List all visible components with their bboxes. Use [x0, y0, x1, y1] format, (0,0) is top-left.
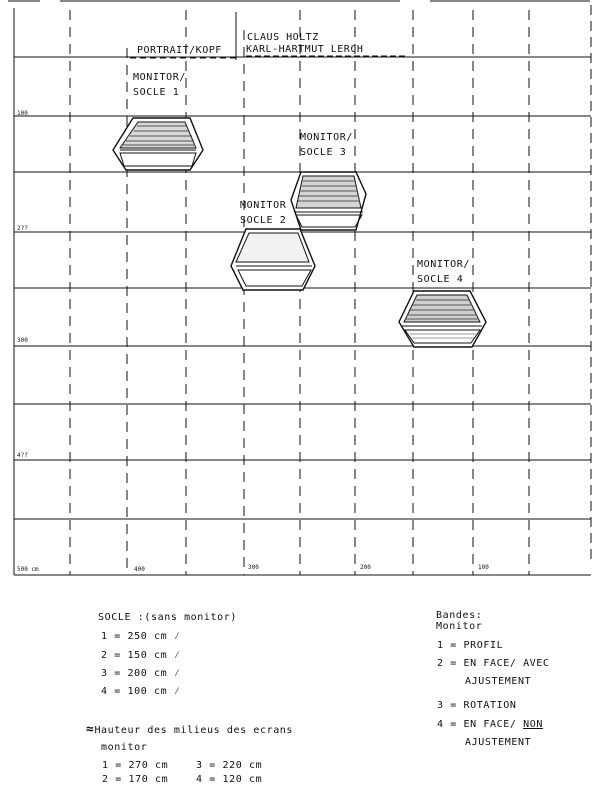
monitor-4-drawing	[399, 291, 486, 347]
bandes-legend-item: 3 = ROTATION	[437, 700, 517, 711]
monitor-3-label: MONITOR/ SOCLE 3	[300, 132, 353, 158]
bottom-tick: 200	[360, 564, 371, 571]
socle-legend-title: SOCLE :(sans monitor)	[98, 612, 238, 623]
sheet-title: PORTRAIT/KOPF	[137, 45, 222, 56]
hauteur-row-right: 3 = 220 cm	[196, 760, 263, 771]
bandes-legend-item: 1 = PROFIL	[437, 640, 504, 651]
hauteur-legend-title: ≈Hauteur des milieus des ecrans	[86, 722, 294, 737]
bottom-tick: 100	[478, 564, 489, 571]
monitor-1-label: MONITOR/ SOCLE 1	[133, 72, 186, 98]
hauteur-row-left: 2 = 170 cm	[102, 774, 169, 785]
socle-legend-item: 4 = 100 cm ⁄	[101, 686, 181, 697]
author-names-line1: CLAUS HOLTZ	[247, 32, 319, 43]
bandes-legend-item-cont: AJUSTEMENT	[465, 737, 532, 748]
bandes-legend-item: 4 = EN FACE/ NON	[437, 719, 543, 730]
bandes-legend-subtitle: Monitor	[436, 621, 483, 632]
socle-legend-item: 3 = 200 cm ⁄	[101, 668, 181, 679]
bandes-legend-item-cont: AJUSTEMENT	[465, 676, 532, 687]
hauteur-row-right: 4 = 120 cm	[196, 774, 263, 785]
monitor-3-drawing	[291, 172, 366, 230]
monitor-2-label: MONITOR SOCLE 2	[240, 200, 287, 226]
monitor-4-label: MONITOR/ SOCLE 4	[417, 259, 470, 285]
socle-legend-item: 1 = 250 cm ⁄	[101, 631, 181, 642]
hauteur-legend-subtitle: monitor	[101, 742, 148, 753]
left-tick: 300	[17, 337, 28, 344]
author-names-line2: KARL-HARTMUT LERCH	[246, 44, 364, 55]
monitor-2-drawing	[231, 229, 315, 290]
left-tick: 4??	[17, 452, 28, 459]
hauteur-row-left: 1 = 270 cm	[102, 760, 169, 771]
non-underlined: NON	[523, 719, 543, 730]
approx-symbol: ≈	[86, 722, 95, 737]
left-tick: 500 cm	[17, 566, 39, 573]
bandes-legend-item: 2 = EN FACE/ AVEC	[437, 658, 550, 669]
left-tick: 2??	[17, 225, 28, 232]
left-tick: 100	[17, 110, 28, 117]
bottom-tick: 400	[134, 566, 145, 573]
bandes-legend-title: Bandes:	[436, 610, 483, 621]
bottom-tick: 300	[248, 564, 259, 571]
socle-legend-item: 2 = 150 cm ⁄	[101, 650, 181, 661]
